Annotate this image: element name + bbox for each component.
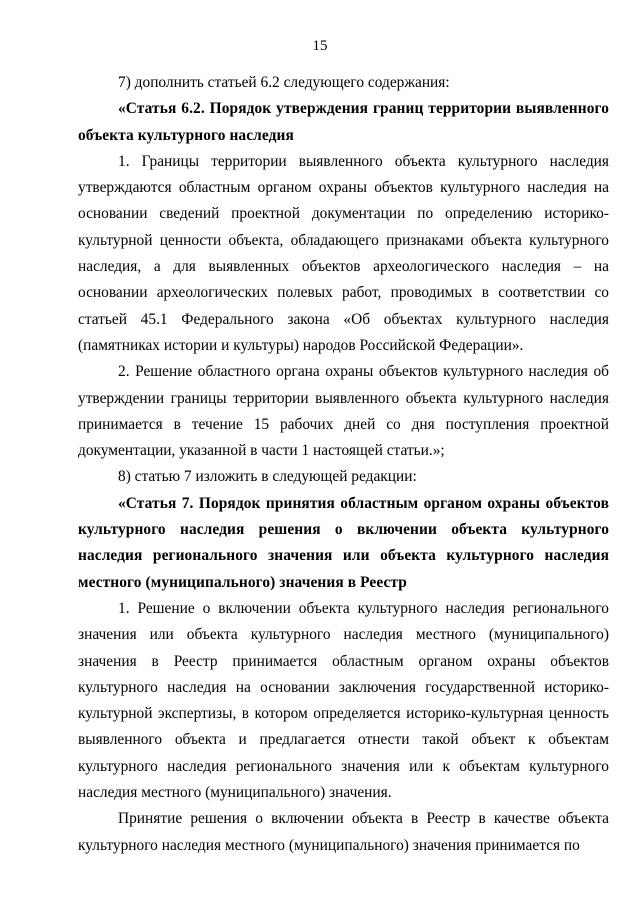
document-body (78, 70, 609, 859)
article-7-part-1: 1. Решение о включении объекта культурного наследия регионального значения или объекта культурного наследия местного (муниципального) значения в Реестр принимается областным органом охраны объектов культурного наследия на основании заключения государственной историко-культурной экспертизы, в котором определяется историко-культурная ценность выявленного объекта и предлагается отнести такой объект к объектам культурного наследия регионального значения или к объектам культурного наследия местного (муниципального) значения. (78, 599, 609, 802)
paragraph-amendment-8: 8) статью 7 изложить в следующей редакции: (118, 468, 417, 486)
page-number: 15 (312, 38, 328, 54)
article-6-2-part-1: 1. Границы территории выявленного объекта культурного наследия утверждаются областным органом охраны объектов культурного наследия на основании сведений проектной документации по определению историко-культурной ценности объекта, обладающего признаками объекта культурного наследия, а для выявленных объектов археологического наследия – на основании археологических полевых работ, проводимых в соответствии со статьей 45.1 Федерального закона «Об объектах культурного наследия (памятниках истории и культуры) народов Российской Федерации». (78, 152, 609, 354)
article-7-heading: «Статья 7. Порядок принятия областным органом охраны объектов культурного наследия решения о включении объекта культурного наследия регионального значения или объекта культурного наследия местного (муниципального) значения в Реестр (78, 494, 609, 591)
paragraph-amendment-7: 7) дополнить статьей 6.2 следующего содержания: (118, 74, 450, 91)
article-6-2-heading: «Статья 6.2. Порядок утверждения границ территории выявленного объекта культурного наследия (78, 100, 609, 144)
article-6-2-part-2: 2. Решение областного органа охраны объектов культурного наследия об утверждении границы территории выявленного объекта культурного наследия принимается в течение 15 рабочих дней со дня поступления проектной документации, указанной в части 1 настоящей статьи.»; (78, 363, 609, 460)
article-7-continuation: Принятие решения о включении объекта в Реестр в качестве объекта культурного наследия местного (муниципального) значения принимается по (78, 810, 609, 854)
